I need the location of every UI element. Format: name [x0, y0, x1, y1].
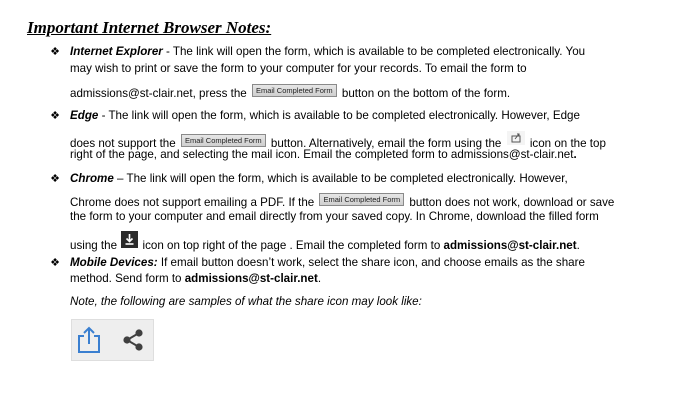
edge-line-1: Edge - The link will open the form, which is available to be completed electronically. However, Edge [70, 109, 580, 122]
chrome-line-3: the form to your computer and email directly from your saved copy. In Chrome, download the filled form [70, 210, 599, 223]
page-title: Important Internet Browser Notes: [27, 18, 272, 37]
edge-line-2: does not support the Email Completed Form button. Alternatively, email the form using the icon on the top [70, 130, 606, 146]
mobile-line-2: method. Send form to admissions@st-clair.net. [70, 272, 322, 285]
email-completed-form-button-image: Email Completed Form [252, 84, 337, 97]
email-completed-form-button-image: Email Completed Form [181, 134, 266, 147]
chrome-browser-name: Chrome [70, 172, 114, 185]
download-icon [121, 231, 138, 253]
share-android-icon [121, 328, 145, 355]
ie-line-2: may wish to print or save the form to your computer for your records. To email the form to [70, 62, 527, 75]
bullet-icon: ❖ [50, 173, 60, 185]
edge-line-3: right of the page, and selecting the mail icon. Email the completed form to admissions@st-clair.net. [70, 148, 577, 161]
share-icon-note: Note, the following are samples of what the share icon may look like: [70, 295, 422, 308]
bullet-icon: ❖ [50, 257, 60, 269]
bullet-icon: ❖ [50, 110, 60, 122]
ie-browser-name: Internet Explorer [70, 45, 163, 58]
ie-line-3: admissions@st-clair.net, press the Email Completed Form button on the bottom of the form. [70, 86, 511, 100]
share-icon-samples [71, 319, 154, 361]
email-completed-form-button-image: Email Completed Form [319, 193, 404, 206]
mobile-devices-label: Mobile Devices: [70, 256, 158, 269]
bullet-icon: ❖ [50, 46, 60, 58]
ie-line-1: Internet Explorer - The link will open the form, which is available to be completed electronically. You [70, 45, 586, 58]
chrome-line-4: using the icon on top right of the page . Email the completed form to admissions@st-clair.net. [70, 231, 580, 247]
mobile-line-1: Mobile Devices: If email button doesn’t work, select the share icon, and choose emails as the share [70, 256, 585, 269]
share-ios-icon [76, 326, 102, 357]
chrome-line-2: Chrome does not support emailing a PDF. If the Email Completed Form button does not work, download or save [70, 195, 615, 209]
chrome-line-1: Chrome – The link will open the form, which is available to be completed electronically. However, [70, 172, 568, 185]
edge-browser-name: Edge [70, 109, 99, 122]
